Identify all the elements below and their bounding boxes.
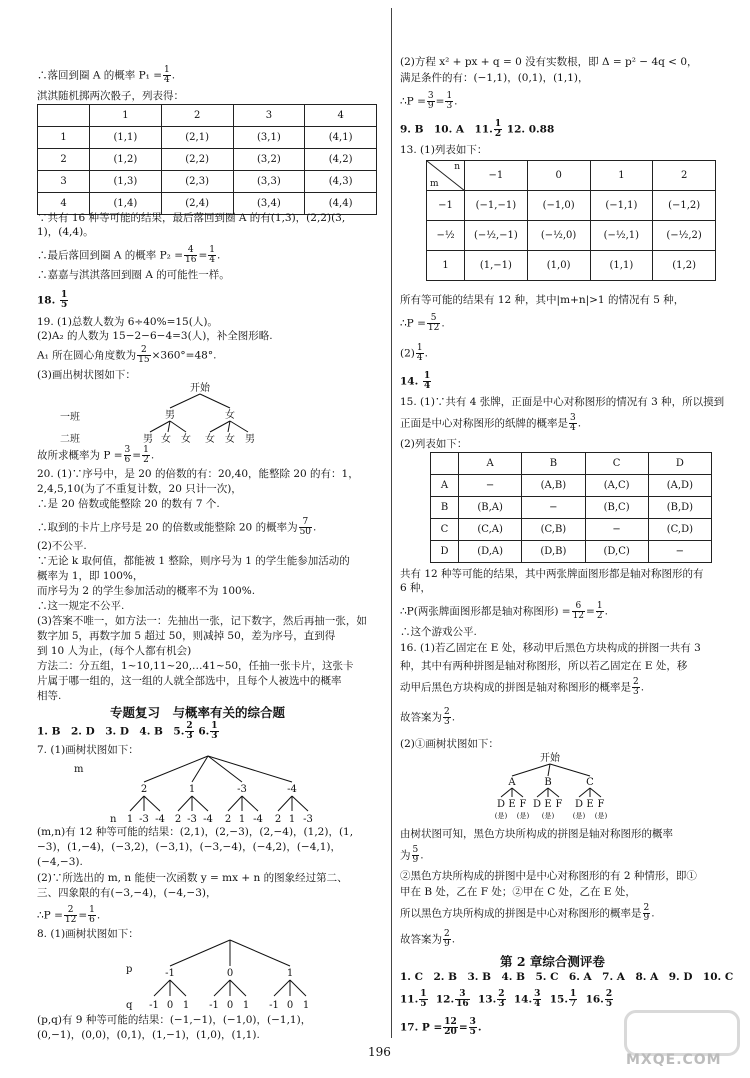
svg-text:0: 0 bbox=[226, 968, 234, 979]
text-line: 种，其中有两种拼图是轴对称图形，所以若乙固定在 E 处，移 bbox=[400, 660, 688, 672]
text-line: ∴落回到圈 A 的概率 P₁ = $\frac{1}{4}$ . bbox=[37, 65, 176, 85]
text-line: (3)画出树状图如下： bbox=[37, 369, 136, 381]
svg-text:1: 1 bbox=[126, 814, 134, 825]
text-line: 17. P = $\frac{12}{20}$ = $\frac{3}{5}$ . bbox=[400, 1017, 482, 1037]
watermark-text: MXQE.COM bbox=[626, 1052, 722, 1068]
tree-diagram-mn bbox=[74, 756, 380, 825]
svg-text:-1: -1 bbox=[209, 1000, 219, 1011]
svg-text:-3: -3 bbox=[139, 814, 149, 825]
text-line: 片属于哪一组的，这一组的人就全部选中，且每个人被选中的概率 bbox=[37, 675, 342, 687]
text-line: 6 种， bbox=[400, 582, 432, 594]
tree-diagram-class bbox=[60, 382, 300, 444]
watermark-logo bbox=[618, 1010, 746, 1072]
svg-text:E: E bbox=[508, 799, 516, 810]
text-line: 18. $\frac{1}{5}$ bbox=[37, 290, 68, 310]
svg-text:D: D bbox=[574, 799, 584, 810]
svg-text:1: 1 bbox=[242, 1000, 250, 1011]
fraction: $\frac{1}{4}$ bbox=[164, 65, 170, 85]
svg-text:1: 1 bbox=[302, 1000, 310, 1011]
column-divider bbox=[391, 8, 392, 1038]
cards-table: A B C D A − (A,B) (A,C) (A,D) B (B,A) − (B,C) (B,D) C (C,A) (C,B) − (C,D) D (D,A) (D,B) (D,C) − bbox=[430, 452, 712, 563]
text-line: 19. (1)总数人数为 6÷40%=15(人)。 bbox=[37, 316, 218, 328]
text-line: 为 $\frac{5}{9}$ . bbox=[400, 845, 424, 865]
text-line: 1. B 2. D 3. D 4. B 5. $\frac{2}{3}$ 6. $\frac{1}{3}$ bbox=[37, 721, 218, 741]
svg-text:-1: -1 bbox=[165, 968, 175, 979]
text-line: (2)方程 x² + px + q = 0 没有实数根，即 Δ = p² − 4q < 0， bbox=[400, 56, 698, 68]
text-line: (m,n)有 12 种等可能的结果：(2,1)，(2,−3)，(2,−4)，(1,2)，(1, bbox=[37, 826, 354, 838]
svg-text:F: F bbox=[597, 799, 605, 810]
svg-text:A: A bbox=[508, 777, 516, 788]
svg-text:(是): (是) bbox=[572, 812, 586, 820]
text-line: 正面是中心对称图形的纸牌的概率是 $\frac{3}{4}$ . bbox=[400, 413, 582, 433]
svg-text:F: F bbox=[519, 799, 527, 810]
text-line: ∵无论 k 取何值，都能被 1 整除，则序号为 1 的学生能参加活动的 bbox=[37, 555, 350, 567]
watermark-emblem bbox=[624, 1010, 740, 1056]
svg-text:F: F bbox=[555, 799, 563, 810]
text-line: 所以黑色方块所构成的拼图是中心对称图形的概率是 $\frac{2}{9}$ . bbox=[400, 903, 655, 923]
text-line: 14. $\frac{1}{4}$ bbox=[400, 371, 431, 391]
text-line: 7. (1)画树状图如下： bbox=[37, 744, 139, 756]
text-line: (0,−1)，(0,0)，(0,1)，(1,−1)，(1,0)，(1,1). bbox=[37, 1029, 260, 1041]
svg-text:女: 女 bbox=[225, 410, 235, 421]
text-line: 所有等可能的结果有 12 种，其中|m+n|>1 的情况有 5 种， bbox=[400, 294, 685, 306]
svg-text:D: D bbox=[496, 799, 506, 810]
text-line: 方法二：分五组，1~10,11~20,…41~50，任抽一张卡片，这张卡 bbox=[37, 660, 354, 672]
svg-text:0: 0 bbox=[226, 1000, 234, 1011]
text-line: (2) $\frac{1}{4}$ . bbox=[400, 343, 428, 363]
text-line: ∴这个游戏公平. bbox=[400, 626, 477, 638]
text-line: (2)不公平. bbox=[37, 540, 87, 552]
text-line: 故答案为 $\frac{2}{9}$ . bbox=[400, 929, 456, 949]
svg-text:-4: -4 bbox=[155, 814, 165, 825]
text-line: 由树状图可知，黑色方块所构成的拼图是轴对称图形的概率 bbox=[400, 828, 673, 840]
svg-text:2: 2 bbox=[224, 814, 232, 825]
text-line: −3)，(1,−4)，(−3,2)，(−3,1)，(−3,−4)，(−4,2)，(−4,1)， bbox=[37, 841, 342, 853]
text-line: (2)①画树状图如下： bbox=[400, 738, 499, 750]
text-line: A₁ 所在圆心角度数为 $\frac{2}{15}$ ×360°=48°. bbox=[37, 345, 217, 365]
section-heading: 第 2 章综合测评卷 bbox=[500, 954, 605, 969]
svg-text:2: 2 bbox=[274, 814, 282, 825]
svg-text:-4: -4 bbox=[287, 784, 297, 795]
svg-text:女: 女 bbox=[205, 434, 215, 445]
svg-text:E: E bbox=[586, 799, 594, 810]
text-line: 概率为 1，即 100%， bbox=[37, 570, 144, 582]
svg-text:-1: -1 bbox=[269, 1000, 279, 1011]
text-line: ∴取到的卡片上序号是 20 的倍数或能整除 20 的概率为 $\frac{7}{50}$ . bbox=[37, 517, 317, 537]
svg-text:女: 女 bbox=[161, 434, 171, 445]
text-line: (2)列表如下： bbox=[400, 438, 468, 450]
mn-table: n m −1 0 1 2 −1 (−1,−1) (−1,0) (−1,1) (−1,2) −½ (−½,−1) (−½,0) (−½,1) (−½,2) 1 (1,−1) (1,0) (1,1) (1,2) bbox=[426, 160, 716, 281]
text-line: (3)答案不唯一，如方法一：先抽出一张，记下数字，然后再抽一张，如 bbox=[37, 615, 367, 627]
svg-text:p: p bbox=[126, 964, 133, 975]
text-line: ②黑色方块所构成的拼图中是中心对称图形的有 2 种情形，即① bbox=[400, 870, 697, 882]
svg-text:1: 1 bbox=[288, 814, 296, 825]
text-line: 9. B 10. A 11. $\frac{1}{2}$ 12. 0.88 bbox=[400, 119, 555, 139]
svg-text:-3: -3 bbox=[237, 784, 247, 795]
text-line: 共有 12 种等可能的结果，其中两张牌面图形都是轴对称图形的有 bbox=[400, 568, 704, 580]
svg-text:1: 1 bbox=[238, 814, 246, 825]
svg-text:男: 男 bbox=[165, 410, 175, 421]
section-heading: 专题复习 与概率有关的综合题 bbox=[110, 705, 286, 720]
svg-text:D: D bbox=[532, 799, 542, 810]
text-line: (p,q)有 9 种等可能的结果：(−1,−1)，(−1,0)，(−1,1)， bbox=[37, 1014, 312, 1026]
text-line: 15. (1)∵共有 4 张牌，正面是中心对称图形的情况有 3 种，所以摸到 bbox=[400, 396, 725, 408]
svg-text:(是): (是) bbox=[494, 812, 508, 820]
text-line: 故所求概率为 P = $\frac{3}{6}$ = $\frac{1}{2}$ . bbox=[37, 445, 155, 465]
svg-text:0: 0 bbox=[286, 1000, 294, 1011]
corner-cell: n m bbox=[427, 161, 465, 191]
text-line: ∴P = $\frac{3}{9}$ = $\frac{1}{3}$ . bbox=[400, 91, 458, 111]
svg-text:-3: -3 bbox=[303, 814, 313, 825]
svg-text:1: 1 bbox=[188, 784, 196, 795]
text-line: 三、四象限的有(−3,−4)，(−4,−3)， bbox=[37, 887, 217, 899]
svg-text:二班: 二班 bbox=[60, 434, 80, 445]
svg-text:0: 0 bbox=[166, 1000, 174, 1011]
text-line: ∵共有 16 种等可能的结果，最后落回到圈 A 的有(1,3)，(2,2)(3, bbox=[37, 212, 346, 224]
svg-text:1: 1 bbox=[182, 1000, 190, 1011]
text-line: (2)A₂ 的人数为 15−2−6−4=3(人)，补全图形略. bbox=[37, 330, 273, 342]
svg-text:E: E bbox=[544, 799, 552, 810]
text-line: 满足条件的有：(−1,1)，(0,1)，(1,1)， bbox=[400, 72, 589, 84]
dice-table: 1 2 3 4 1 (1,1) (2,1) (3,1) (4,1) 2 (1,2) (2,2) (3,2) (4,2) 3 (1,3) (2,3) (3,3) (4,3) 4 (1,4) (2,4) (3,4) (4,4) bbox=[37, 104, 377, 215]
text-line: 数字加 5，再数字加 5 超过 50，则减掉 50，差为序号，直到得 bbox=[37, 630, 336, 642]
svg-text:男: 男 bbox=[143, 434, 153, 445]
text-line: (2)∵所选出的 m, n 能使一次函数 y = mx + n 的图象经过第二、 bbox=[37, 872, 348, 884]
text-line: 2,4,5,10(为了不重复计数，20 只计一次)， bbox=[37, 483, 242, 495]
text-line: ∴是 20 倍数或能整除 20 的数有 7 个. bbox=[37, 498, 220, 510]
svg-text:(是): (是) bbox=[516, 812, 530, 820]
svg-text:B: B bbox=[544, 777, 552, 788]
text-line: 1. C 2. B 3. B 4. B 5. C 6. A 7. A 8. A 9. D 10. C bbox=[400, 971, 734, 983]
svg-text:C: C bbox=[586, 777, 594, 788]
text-line: 故答案为 $\frac{2}{3}$ . bbox=[400, 707, 456, 727]
text-line: 16. (1)若乙固定在 E 处，移动甲后黑色方块构成的拼图一共有 3 bbox=[400, 642, 701, 654]
tree-diagram-pq bbox=[110, 940, 360, 1012]
page-number: 196 bbox=[368, 1045, 391, 1059]
text-line: 8. (1)画树状图如下： bbox=[37, 928, 139, 940]
svg-text:2: 2 bbox=[140, 784, 148, 795]
svg-text:开始: 开始 bbox=[540, 753, 560, 764]
text-line: 到 10 人为止，(每个人都有机会) bbox=[37, 645, 192, 657]
svg-text:(是): (是) bbox=[541, 812, 555, 820]
svg-text:一班: 一班 bbox=[60, 412, 80, 423]
svg-text:女: 女 bbox=[181, 434, 191, 445]
text-line: 相等. bbox=[37, 690, 62, 702]
text-line: 1)，(4,4)。 bbox=[37, 226, 94, 238]
text-line: ∴嘉嘉与淇淇落回到圈 A 的可能性一样。 bbox=[37, 269, 230, 281]
tree-diagram-puzzle bbox=[490, 752, 620, 824]
text-line: ∴P(两张牌面图形都是轴对称图形) = $\frac{6}{12}$ = $\frac{1}{2}$ . bbox=[400, 601, 608, 621]
text-line: ∴P = $\frac{5}{12}$ . bbox=[400, 313, 445, 333]
svg-text:开始: 开始 bbox=[190, 383, 210, 394]
svg-text:2: 2 bbox=[174, 814, 182, 825]
text-line: 11. $\frac{1}{5}$ 12. $\frac{3}{16}$ 13. $\frac{2}{3}$ 14. $\frac{3}{4}$ 15. $\frac{1}{7}$ 16. $\frac{2}{5}$ bbox=[400, 989, 613, 1009]
svg-text:-1: -1 bbox=[149, 1000, 159, 1011]
svg-text:-3: -3 bbox=[187, 814, 197, 825]
svg-text:-4: -4 bbox=[203, 814, 213, 825]
svg-text:n: n bbox=[110, 814, 117, 825]
text-line: 20. (1)∵序号中，是 20 的倍数的有：20,40，能整除 20 的有：1， bbox=[37, 468, 359, 480]
text-line: ∴P = $\frac{2}{12}$ = $\frac{1}{6}$ . bbox=[37, 905, 101, 925]
svg-text:(是): (是) bbox=[594, 812, 608, 820]
text-line: 淇淇随机掷两次骰子，列表得： bbox=[37, 90, 184, 102]
svg-text:-4: -4 bbox=[253, 814, 263, 825]
svg-text:q: q bbox=[126, 1000, 133, 1011]
text-line: ∴这一规定不公平. bbox=[37, 600, 125, 612]
svg-text:男: 男 bbox=[245, 434, 255, 445]
svg-text:1: 1 bbox=[286, 968, 294, 979]
svg-text:m: m bbox=[74, 764, 84, 775]
text-line: 动甲后黑色方块构成的拼图是轴对称图形的概率是 $\frac{2}{3}$ . bbox=[400, 677, 645, 697]
text-line: 13. (1)列表如下： bbox=[400, 144, 488, 156]
text-line: (−4,−3). bbox=[37, 856, 83, 868]
svg-text:女: 女 bbox=[225, 434, 235, 445]
text-line: 而序号为 2 的学生参加活动的概率不为 100%. bbox=[37, 585, 256, 597]
text-line: ∴最后落回到圈 A 的概率 P₂ = $\frac{4}{16}$ = $\frac{1}{4}$ . bbox=[37, 245, 221, 265]
text-line: 甲在 B 处，乙在 F 处；②甲在 C 处，乙在 E 处， bbox=[400, 886, 636, 898]
